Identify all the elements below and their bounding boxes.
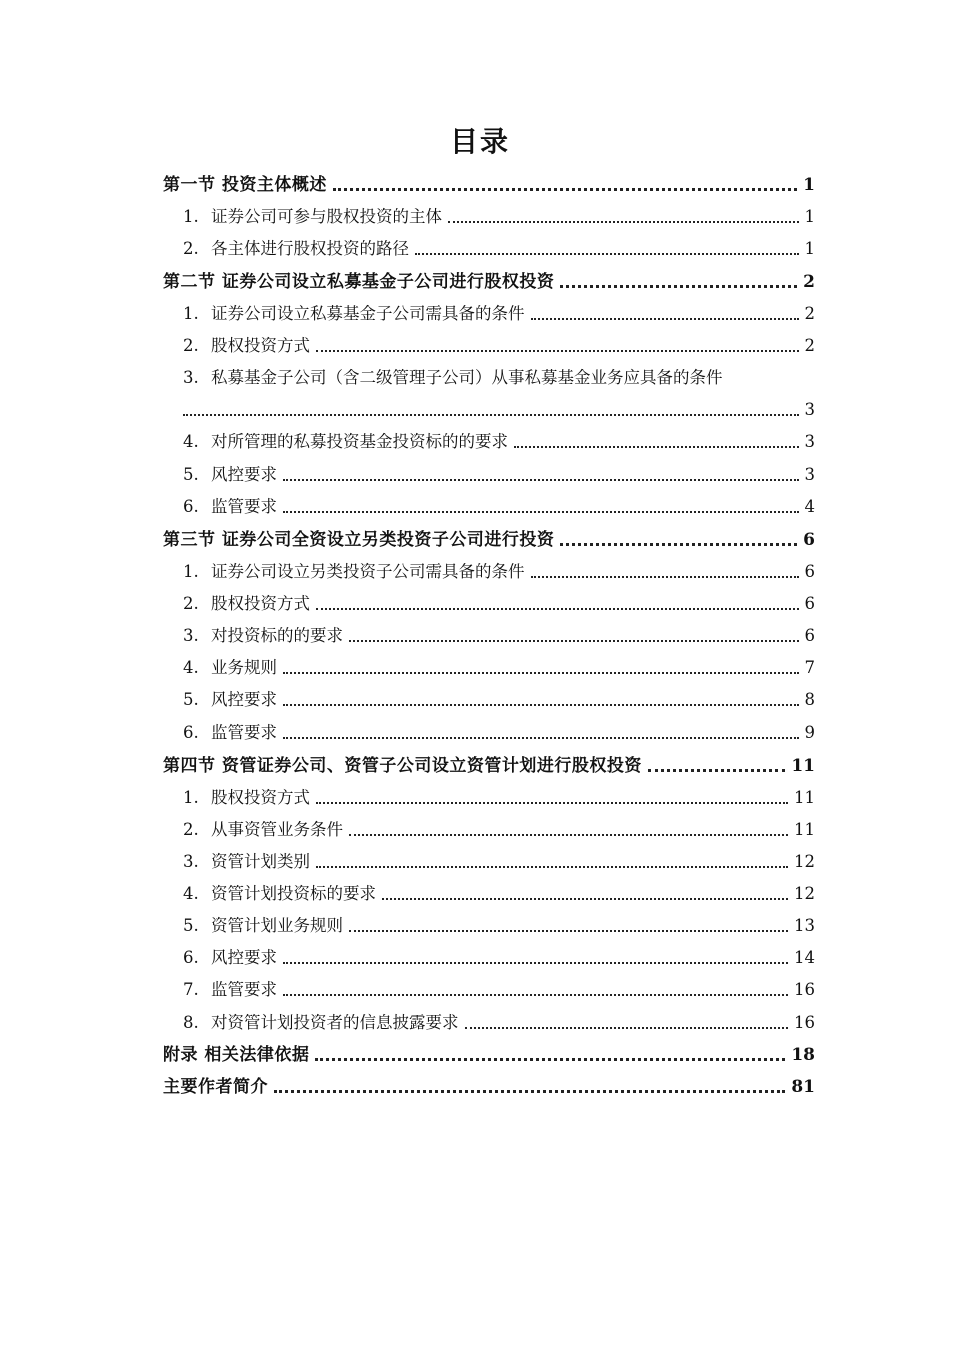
section-title: 第三节 证券公司全资设立另类投资子公司进行投资 bbox=[163, 530, 555, 550]
page-number: 4 bbox=[804, 497, 815, 516]
dot-leader bbox=[283, 994, 788, 996]
item-number: 1. bbox=[183, 788, 199, 807]
toc-subsection-entry[interactable] bbox=[163, 937, 815, 969]
section-title: 第二节 证券公司设立私募基金子公司进行股权投资 bbox=[163, 272, 555, 292]
toc-subsection-entry[interactable] bbox=[163, 777, 815, 809]
dot-leader bbox=[349, 930, 788, 932]
page-number: 6 bbox=[803, 530, 815, 550]
dot-leader bbox=[283, 704, 799, 706]
dot-leader bbox=[415, 253, 799, 255]
page-number: 11 bbox=[794, 788, 815, 807]
page-number: 13 bbox=[794, 916, 815, 935]
page-number: 7 bbox=[804, 658, 815, 677]
dot-leader bbox=[316, 802, 788, 804]
subsection-title: 私募基金子公司（含二级管理子公司）从事私募基金业务应具备的条件 bbox=[211, 368, 723, 387]
subsection-title: 风控要求 bbox=[211, 465, 277, 484]
toc-subsection-entry[interactable] bbox=[163, 293, 815, 325]
page-number: 16 bbox=[794, 980, 815, 999]
item-number: 2. bbox=[183, 820, 199, 839]
item-number: 6. bbox=[183, 497, 199, 516]
item-number: 4. bbox=[183, 432, 199, 451]
page-number: 1 bbox=[804, 207, 815, 226]
toc-section-entry[interactable] bbox=[163, 1034, 815, 1066]
item-number: 3. bbox=[183, 852, 199, 871]
subsection-title: 股权投资方式 bbox=[211, 594, 310, 613]
dot-leader bbox=[448, 221, 799, 223]
section-title: 附录 相关法律依据 bbox=[163, 1045, 310, 1065]
subsection-title: 各主体进行股权投资的路径 bbox=[211, 239, 409, 258]
toc-subsection-entry[interactable] bbox=[163, 969, 815, 1001]
dot-leader bbox=[283, 962, 788, 964]
dot-leader bbox=[349, 834, 788, 836]
page-number: 3 bbox=[804, 400, 815, 419]
page-number: 12 bbox=[794, 884, 815, 903]
dot-leader bbox=[283, 479, 799, 481]
dot-leader bbox=[531, 318, 799, 320]
section-title: 主要作者简介 bbox=[163, 1077, 268, 1097]
toc-subsection-entry[interactable] bbox=[163, 196, 815, 228]
dot-leader bbox=[465, 1027, 789, 1029]
subsection-title: 对资管计划投资者的信息披露要求 bbox=[211, 1013, 459, 1032]
dot-leader bbox=[333, 188, 797, 191]
page-number: 8 bbox=[804, 690, 815, 709]
toc-section-entry[interactable] bbox=[163, 519, 815, 551]
subsection-title: 从事资管业务条件 bbox=[211, 820, 343, 839]
item-number: 1. bbox=[183, 304, 199, 323]
page-number: 1 bbox=[803, 175, 815, 195]
dot-leader bbox=[274, 1090, 785, 1093]
section-title: 第四节 资管证券公司、资管子公司设立资管计划进行股权投资 bbox=[163, 756, 642, 776]
item-number: 8. bbox=[183, 1013, 199, 1032]
toc-subsection-entry[interactable] bbox=[163, 486, 815, 518]
subsection-title: 对所管理的私募投资基金投资标的的要求 bbox=[211, 432, 508, 451]
dot-leader bbox=[283, 672, 799, 674]
item-number: 2. bbox=[183, 239, 199, 258]
page-number: 3 bbox=[804, 465, 815, 484]
dot-leader bbox=[183, 414, 799, 416]
toc-subsection-entry[interactable] bbox=[163, 647, 815, 679]
item-number: 5. bbox=[183, 916, 199, 935]
page-number: 3 bbox=[804, 432, 815, 451]
dot-leader bbox=[316, 608, 799, 610]
toc-section-entry[interactable] bbox=[163, 164, 815, 196]
dot-leader bbox=[316, 866, 788, 868]
dot-leader bbox=[560, 543, 797, 546]
toc-subsection-entry[interactable] bbox=[163, 583, 815, 615]
subsection-title: 监管要求 bbox=[211, 980, 277, 999]
item-number: 4. bbox=[183, 884, 199, 903]
subsection-title: 证券公司可参与股权投资的主体 bbox=[211, 207, 442, 226]
item-number: 1. bbox=[183, 207, 199, 226]
item-number: 5. bbox=[183, 690, 199, 709]
page-number: 14 bbox=[794, 948, 815, 967]
item-number: 7. bbox=[183, 980, 199, 999]
toc-section-entry[interactable] bbox=[163, 261, 815, 293]
toc-section-entry[interactable] bbox=[163, 1066, 815, 1098]
item-number: 2. bbox=[183, 336, 199, 355]
page-number: 2 bbox=[803, 272, 815, 292]
page-number: 6 bbox=[804, 626, 815, 645]
toc-section-entry[interactable] bbox=[163, 745, 815, 777]
toc-subsection-entry[interactable] bbox=[163, 841, 815, 873]
dot-leader bbox=[648, 769, 785, 772]
item-number: 3. bbox=[183, 368, 199, 387]
item-number: 5. bbox=[183, 465, 199, 484]
dot-leader bbox=[283, 511, 799, 513]
toc-subsection-entry[interactable] bbox=[163, 809, 815, 841]
page-number: 81 bbox=[791, 1077, 815, 1097]
page-number: 12 bbox=[794, 852, 815, 871]
dot-leader bbox=[514, 446, 799, 448]
toc-subsection-entry[interactable] bbox=[163, 1002, 815, 1034]
page-number: 6 bbox=[804, 562, 815, 581]
dot-leader bbox=[316, 350, 799, 352]
page-number: 11 bbox=[794, 820, 815, 839]
subsection-title: 业务规则 bbox=[211, 658, 277, 677]
page-number: 6 bbox=[804, 594, 815, 613]
toc-subsection-entry[interactable] bbox=[163, 615, 815, 647]
page-number: 11 bbox=[791, 756, 815, 776]
page-number: 2 bbox=[804, 304, 815, 323]
toc-subsection-entry[interactable] bbox=[163, 679, 815, 711]
dot-leader bbox=[560, 285, 797, 288]
page-title: 目录 bbox=[449, 125, 510, 158]
toc-subsection-entry[interactable] bbox=[163, 873, 815, 905]
item-number: 4. bbox=[183, 658, 199, 677]
subsection-title: 风控要求 bbox=[211, 690, 277, 709]
item-number: 2. bbox=[183, 594, 199, 613]
toc-subsection-entry[interactable] bbox=[163, 454, 815, 486]
toc-subsection-entry[interactable] bbox=[163, 228, 815, 260]
dot-leader bbox=[349, 640, 799, 642]
item-number: 1. bbox=[183, 562, 199, 581]
subsection-title: 风控要求 bbox=[211, 948, 277, 967]
page-number: 18 bbox=[791, 1045, 815, 1065]
subsection-title: 监管要求 bbox=[211, 723, 277, 742]
item-number: 6. bbox=[183, 723, 199, 742]
section-title: 第一节 投资主体概述 bbox=[163, 175, 327, 195]
toc-subsection-entry[interactable] bbox=[163, 421, 815, 453]
toc-subsection-entry[interactable] bbox=[163, 712, 815, 744]
subsection-title: 证券公司设立另类投资子公司需具备的条件 bbox=[211, 562, 525, 581]
subsection-title: 对投资标的的要求 bbox=[211, 626, 343, 645]
dot-leader bbox=[531, 576, 799, 578]
toc-subsection-entry[interactable] bbox=[163, 551, 815, 583]
page-number: 16 bbox=[794, 1013, 815, 1032]
toc-subsection-entry[interactable] bbox=[163, 325, 815, 357]
subsection-title: 资管计划业务规则 bbox=[211, 916, 343, 935]
subsection-title: 资管计划投资标的要求 bbox=[211, 884, 376, 903]
toc-subsection-entry[interactable] bbox=[163, 905, 815, 937]
subsection-title: 资管计划类别 bbox=[211, 852, 310, 871]
item-number: 6. bbox=[183, 948, 199, 967]
dot-leader bbox=[315, 1058, 785, 1061]
toc-subsection-continuation bbox=[163, 389, 815, 421]
page-number: 9 bbox=[804, 723, 815, 742]
page-number: 2 bbox=[804, 336, 815, 355]
page-number: 1 bbox=[804, 239, 815, 258]
subsection-title: 监管要求 bbox=[211, 497, 277, 516]
subsection-title: 证券公司设立私募基金子公司需具备的条件 bbox=[211, 304, 525, 323]
dot-leader bbox=[283, 737, 799, 739]
subsection-title: 股权投资方式 bbox=[211, 788, 310, 807]
item-number: 3. bbox=[183, 626, 199, 645]
subsection-title: 股权投资方式 bbox=[211, 336, 310, 355]
toc-subsection-entry[interactable] bbox=[163, 357, 815, 389]
dot-leader bbox=[382, 898, 788, 900]
